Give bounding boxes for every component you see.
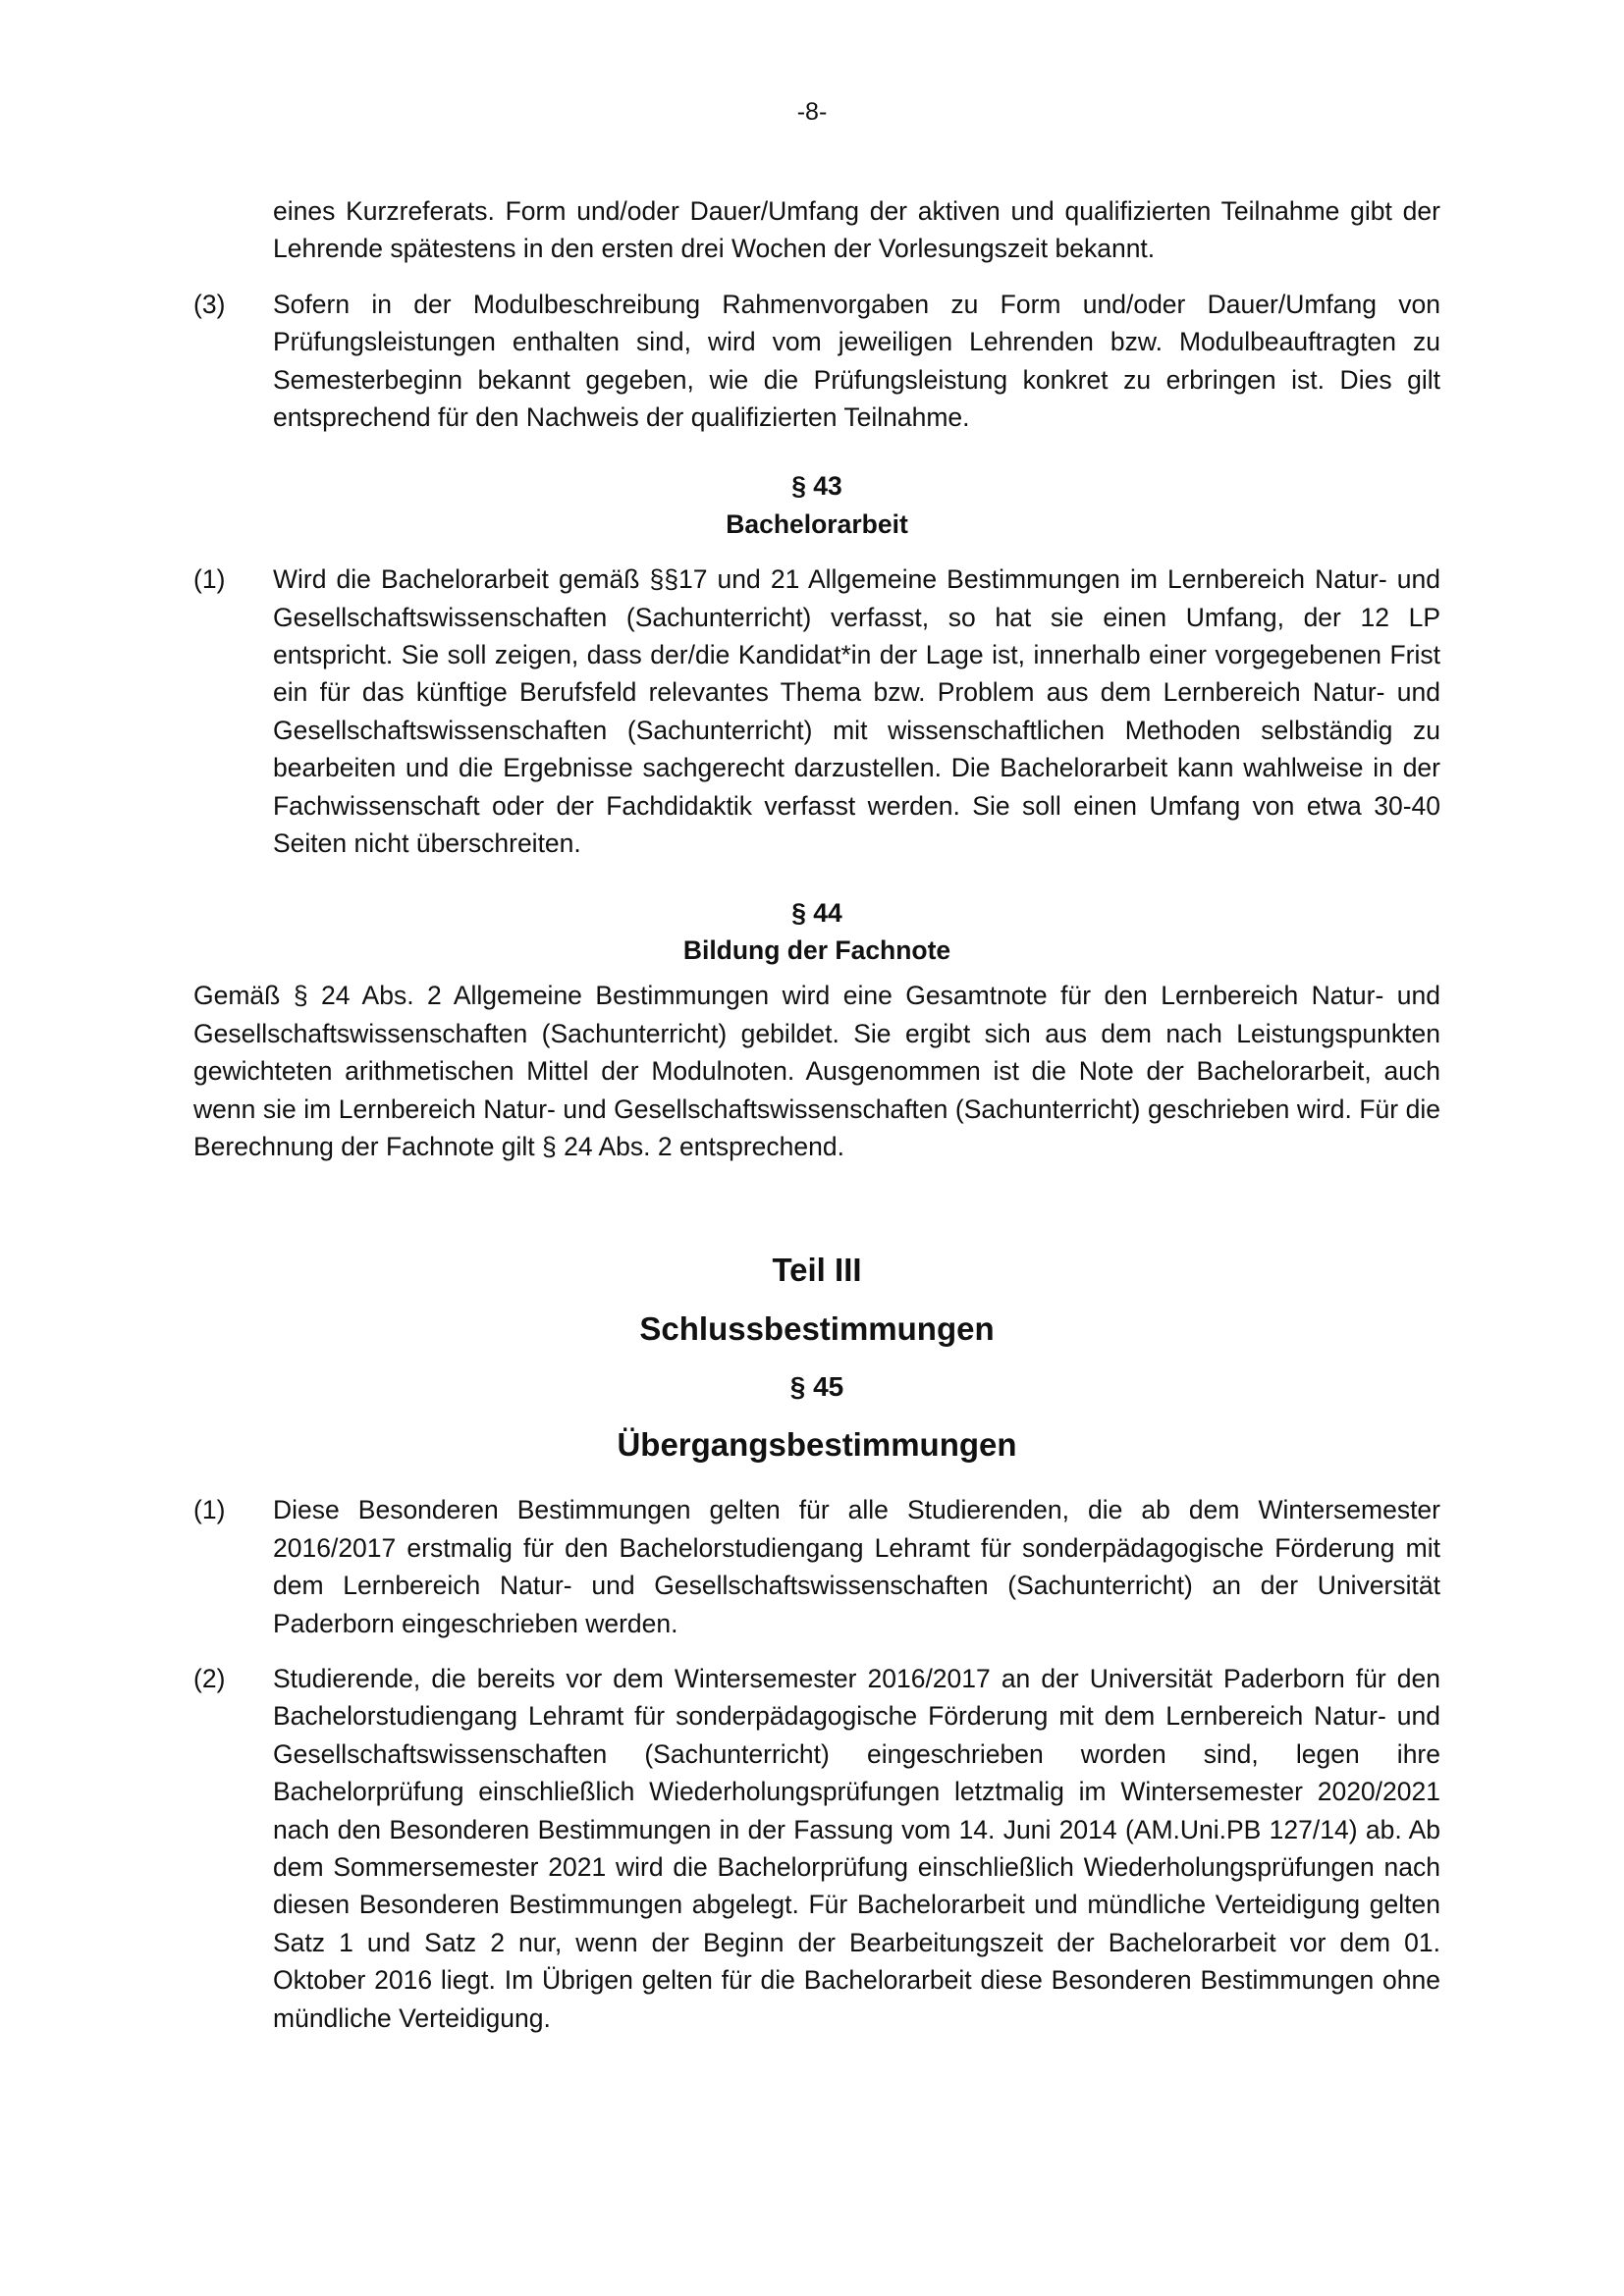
section-45-paragraph-2	[193, 1660, 1440, 2037]
paragraph-number: (1)	[193, 564, 226, 595]
paragraph-3	[193, 286, 1440, 437]
page-number: -8-	[796, 98, 828, 126]
section-45-paragraph-1	[193, 1491, 1440, 1642]
page-content	[193, 192, 1440, 2037]
part-title: Schlussbestimmungen	[639, 1310, 995, 1348]
section-43-number: § 43	[791, 471, 842, 502]
paragraph-number: (1)	[193, 1495, 226, 1525]
paragraph-text: Studierende, die bereits vor dem Wintersemester 2016/2017 an der Universität Paderborn für den Bachelorstudiengang Lehramt für sonderpädagogische Förderung mit dem Lernbereich Natur- und Gesellschaftswissenschaften (Sachunterricht) eingeschrieben worden sind, legen ihre Bachelorprüfung einschließlich Wiederholungsprüfungen letztmalig im Wintersemester 2020/2021 nach den Besonderen Bestimmungen in der Fassung vom 14. Juni 2014 (AM.Uni.PB 127/14) ab. Ab dem Sommersemester 2021 wird die Bachelorprüfung einschließlich Wiederholungsprüfungen nach diesen Besonderen Bestimmungen abgelegt. Für Bachelorarbeit und mündliche Verteidigung gelten Satz 1 und Satz 2 nur, wenn der Beginn der Bearbeitungszeit der Bachelorarbeit vor dem 01. Oktober 2016 liegt. Im Übrigen gelten für die Bachelorarbeit diese Besonderen Bestimmungen ohne mündliche Verteidigung.	[273, 1663, 1440, 2033]
paragraph-number: (2)	[193, 1663, 226, 1693]
section-44-text: Gemäß § 24 Abs. 2 Allgemeine Bestimmungen wird eine Gesamtnote für den Lernbereich Natur- und Gesellschaftswissenschaften (Sachunterricht) gebildet. Sie ergibt sich aus dem nach Leistungspunkten gewichteten arithmetischen Mittel der Modulnoten. Ausgenommen ist die Note der Bachelorarbeit, auch wenn sie im Lernbereich Natur- und Gesellschaftswissenschaften (Sachunterricht) geschrieben wird. Für die Berechnung der Fachnote gilt § 24 Abs. 2 entsprechend.	[193, 981, 1440, 1161]
section-44-title: Bildung der Fachnote	[682, 934, 951, 965]
section-43-title: Bachelorarbeit	[726, 508, 908, 539]
section-44-number: § 44	[791, 897, 842, 928]
section-45-number: § 45	[789, 1371, 844, 1403]
paragraph-text: Diese Besonderen Bestimmungen gelten für alle Studierenden, die ab dem Wintersemester 2016/2017 erstmalig für den Bachelorstudiengang Lehramt für sonderpädagogische Förderung mit dem Lernbereich Natur- und Gesellschaftswissenschaften (Sachunterricht) an der Universität Paderborn eingeschrieben werden.	[273, 1495, 1440, 1638]
paragraph-text: Sofern in der Modulbeschreibung Rahmenvorgaben zu Form und/oder Dauer/Umfang von Prüfungsleistungen enthalten sind, wird vom jeweiligen Lehrenden bzw. Modulbeauftragten zu Semesterbeginn bekannt gegeben, wie die Prüfungsleistung konkret zu erbringen ist. Dies gilt entsprechend für den Nachweis der qualifizierten Teilnahme.	[273, 289, 1440, 433]
paragraph-number: (3)	[193, 289, 226, 319]
intro-continuation-paragraph: eines Kurzreferats. Form und/oder Dauer/Umfang der aktiven und qualifizierten Teilnahme gibt der Lehrende spätestens in den ersten drei Wochen der Vorlesungszeit bekannt.	[273, 196, 1440, 264]
paragraph-text: Wird die Bachelorarbeit gemäß §§17 und 21 Allgemeine Bestimmungen im Lernbereich Natur- und Gesellschaftswissenschaften (Sachunterricht) verfasst, so hat sie einen Umfang, der 12 LP entspricht. Sie soll zeigen, dass der/die Kandidat*in der Lage ist, innerhalb einer vorgegebenen Frist ein für das künftige Berufsfeld relevantes Thema bzw. Problem aus dem Lernbereich Natur- und Gesellschaftswissenschaften (Sachunterricht) mit wissenschaftlichen Methoden selbständig zu bearbeiten und die Ergebnisse sachgerecht darzustellen. Die Bachelorarbeit kann wahlweise in der Fachwissenschaft oder der Fachdidaktik verfasst werden. Sie soll einen Umfang von etwa 30-40 Seiten nicht überschreiten.	[273, 564, 1440, 859]
section-43-paragraph-1	[193, 561, 1440, 862]
part-label: Teil III	[772, 1252, 862, 1289]
section-45-title: Übergangsbestimmungen	[617, 1426, 1017, 1464]
